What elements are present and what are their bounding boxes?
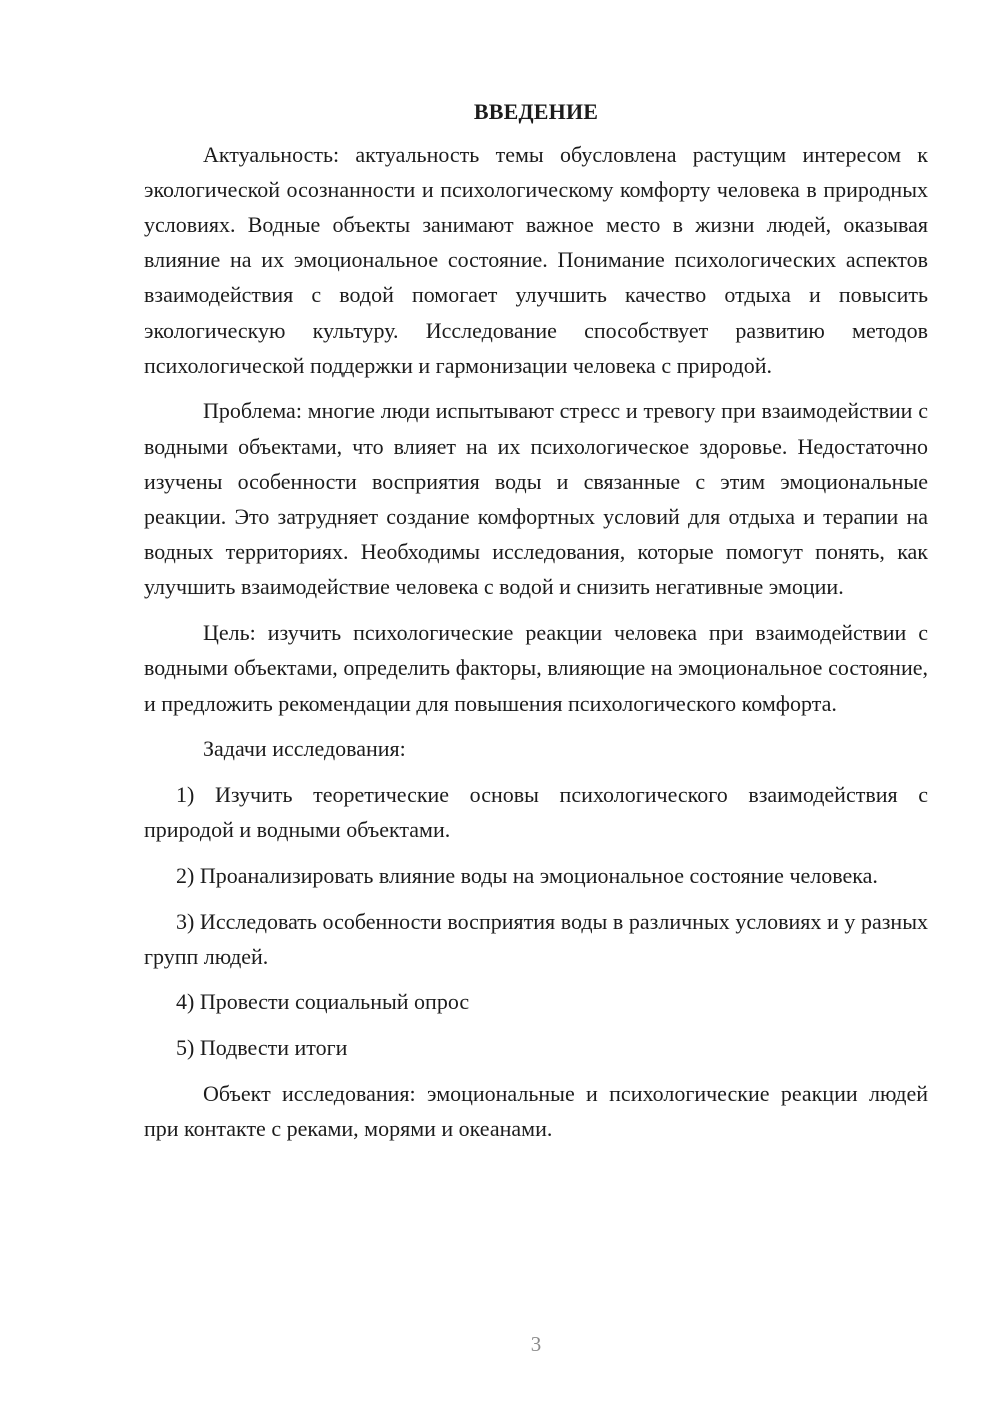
document-page [144,94,928,1146]
problem-paragraph: Проблема: многие люди испытывают стресс и тревогу при взаимодействии с водными объектами, что влияет на их психологическое здоровье. Недостаточно изучены особенности восприятия воды и связанные с этим эмоциональные реакции. Это затрудняет создание комфортных условий для отдыха и терапии на водных территориях. Необходимы исследования, которые помогут понять, как улучшить взаимодействие человека с водой и снизить негативные эмоции. [144,398,928,600]
tasks-heading: Задачи исследования: [203,736,406,762]
goal-paragraph: Цель: изучить психологические реакции человека при взаимодействии с водными объектами, определить факторы, влияющие на эмоциональное состояние, и предложить рекомендации для повышения психологического комфорта. [144,620,928,716]
object-paragraph: Объект исследования: эмоциональные и психологические реакции людей при контакте с реками, морями и океанами. [144,1080,928,1142]
task-item-3: 3) Исследовать особенности восприятия воды в различных условиях и у разных групп людей. [144,908,928,969]
task-item-5: 5) Подвести итоги [176,1035,348,1061]
task-item-1: 1) Изучить теоретические основы психологического взаимодействия с природой и водными объектами. [144,781,928,843]
relevance-paragraph: Актуальность: актуальность темы обусловлена растущим интересом к экологической осознанности и психологическому комфорту человека в природных условиях. Водные объекты занимают важное место в жизни людей, оказывая влияние на их эмоциональное состояние. Понимание психологических аспектов взаимодействия с водой помогает улучшить качество отдыха и повысить экологическую культуру. Исследование способствует развитию методов психологической поддержки и гармонизации человека с природой. [144,141,928,378]
page-number: 3 [530,1332,542,1356]
task-item-2: 2) Проанализировать влияние воды на эмоциональное состояние человека. [176,862,878,888]
page-title: ВВЕДЕНИЕ [473,99,599,124]
task-item-4: 4) Провести социальный опрос [176,989,470,1015]
